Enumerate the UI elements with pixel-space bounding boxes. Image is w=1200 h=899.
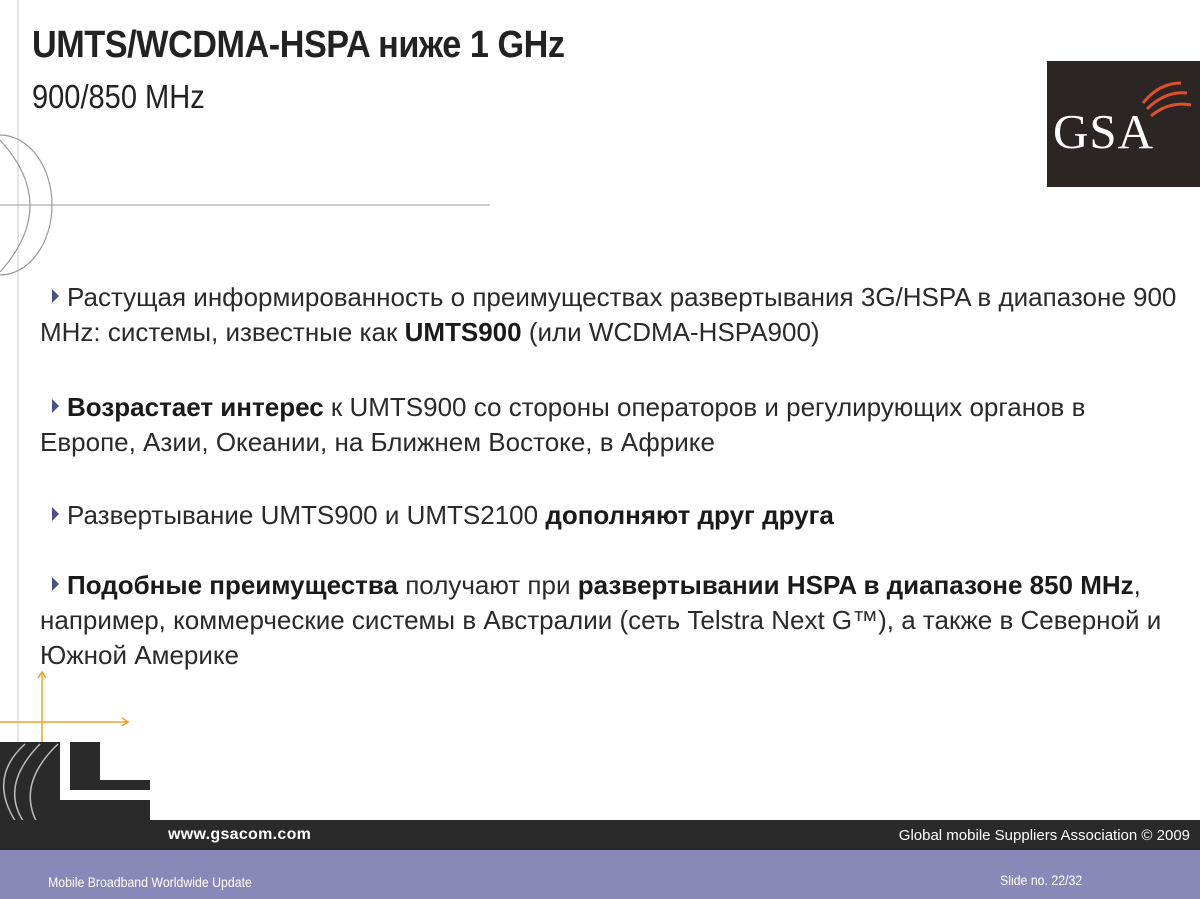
slide-number: Slide no. 22/32 [1000, 872, 1083, 888]
logo-text: GSA [1053, 104, 1155, 159]
bullet-text: , например, коммерческие системы в Австралии (сеть Telstra Next G™), а также в Северной и Южной Америке [40, 570, 1162, 670]
bullet-item-1 [40, 280, 1180, 350]
bullet-bold-text: Возрастает интерес [67, 392, 324, 422]
bullet-bold-text: дополняют друг друга [545, 500, 834, 530]
slide-subtitle: 900/850 MHz [32, 78, 205, 115]
slide-title: UMTS/WCDMA-HSPA ниже 1 GHz [32, 24, 565, 66]
footer-association: Global mobile Suppliers Association © 2009 [898, 827, 1190, 844]
gsa-logo [1047, 61, 1200, 187]
footer-presentation-title: Mobile Broadband Worldwide Update [48, 874, 252, 890]
bullet-bold-text: UMTS900 [404, 317, 522, 347]
footer-url: www.gsacom.com [168, 826, 312, 843]
bullet-text: Развертывание UMTS900 и UMTS2100 [67, 500, 546, 530]
bullet-item-2 [40, 390, 1180, 460]
bullet-text: получают при [398, 570, 578, 600]
bullet-text: (или WCDMA-HSPA900) [521, 317, 820, 347]
bullet-arrow-icon [52, 289, 59, 303]
bullet-arrow-icon [52, 399, 59, 413]
bullet-text: Растущая информированность о преимуществах развертывания 3G/HSPA в диапазоне 900 MHz: системы, известные как [40, 282, 1177, 347]
bullet-item-4 [40, 568, 1180, 673]
bullet-bold-text: развертывании HSPA в диапазоне 850 MHz [577, 570, 1134, 600]
bullet-bold-text: Подобные преимущества [67, 570, 398, 600]
bullet-arrow-icon [52, 577, 59, 591]
bullet-item-3 [40, 498, 1180, 533]
bullet-text: к UMTS900 со стороны операторов и регулирующих органов в Европе, Азии, Океании, на Ближнем Востоке, в Африке [40, 392, 1086, 457]
bullet-arrow-icon [52, 507, 59, 521]
